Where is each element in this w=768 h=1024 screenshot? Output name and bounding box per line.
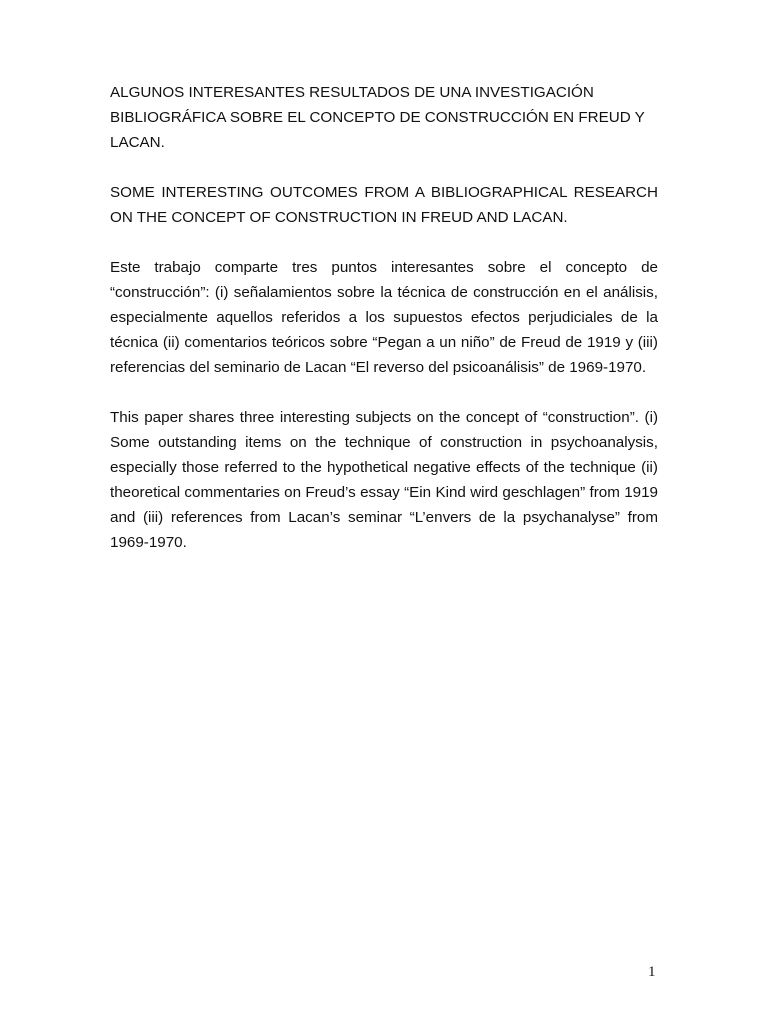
document-body	[110, 80, 658, 580]
page-number: 1	[648, 964, 656, 980]
abstract-english: This paper shares three interesting subjects on the concept of “construction”. (i) Some outstanding items on the technique of construction in psychoanalysis, especially those referred to the hypothetical negative effects of the technique (ii) theoretical commentaries on Freud’s essay “Ein Kind wird geschlagen” from 1919 and (iii) references from Lacan’s seminar “L’envers de la psychanalyse” from 1969-1970.	[110, 409, 658, 551]
title-english: SOME INTERESTING OUTCOMES FROM A BIBLIOGRAPHICAL RESEARCH ON THE CONCEPT OF CONSTRUCTION IN FREUD AND LACAN.	[110, 184, 658, 226]
title-spanish: ALGUNOS INTERESANTES RESULTADOS DE UNA INVESTIGACIÓN BIBLIOGRÁFICA SOBRE EL CONCEPTO DE CONSTRUCCIÓN EN FREUD Y LACAN.	[110, 84, 645, 151]
abstract-spanish: Este trabajo comparte tres puntos interesantes sobre el concepto de “construcción”: (i) señalamientos sobre la técnica de construcción en el análisis, especialmente aquellos referidos a los supuestos efectos perjudiciales de la técnica (ii) comentarios teóricos sobre “Pegan a un niño” de Freud de 1919 y (iii) referencias del seminario de Lacan “El reverso del psicoanálisis” de 1969-1970.	[110, 259, 658, 376]
